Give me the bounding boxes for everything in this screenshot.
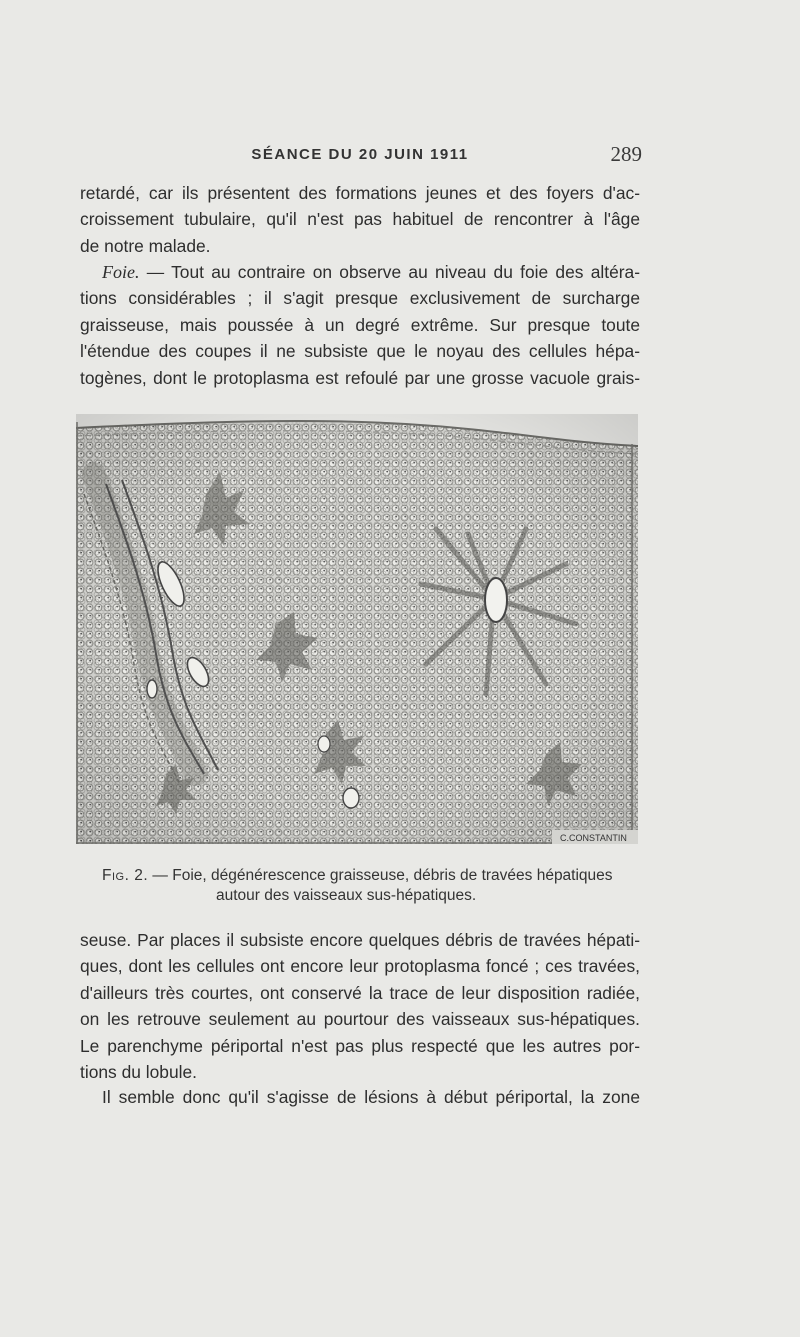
section-lead-foie: Foie.	[102, 262, 140, 282]
text-line	[80, 1084, 640, 1110]
liver-section-illustration	[76, 414, 638, 844]
caption-text: — Foie, dégénérescence graisseuse, débris de travées hépatiques	[148, 867, 613, 884]
text-line: graisseuse, mais poussée à un degré extrême. Sur presque toute	[80, 314, 640, 335]
figure-signature: C.CONSTANTIN	[560, 833, 627, 843]
text-fragment: — Tout au contraire on observe au niveau du foie des altéra-	[139, 262, 640, 282]
text-line: croissement tubulaire, qu'il n'est pas habituel de rencontrer à l'âge	[80, 209, 640, 230]
text-line	[80, 259, 640, 285]
paragraph-foie	[80, 259, 640, 391]
paragraph-conclusion	[80, 1084, 640, 1110]
page-number: 289	[610, 142, 642, 166]
text-line: de notre malade.	[80, 235, 211, 256]
text-line: retardé, car ils présentent des formations jeunes et des foyers d'ac-	[80, 183, 640, 203]
text-line: tions du lobule.	[80, 1062, 197, 1083]
paragraph-seuse	[80, 927, 640, 1085]
figure-caption	[80, 866, 640, 906]
text-line: togènes, dont le protoplasma est refoulé par une grosse vacuole grais-	[80, 367, 640, 388]
running-title: SÉANCE DU 20 JUIN 1911	[251, 146, 469, 163]
text-line: seuse. Par places il subsiste encore quelques débris de travées hépati-	[80, 930, 640, 950]
caption-line	[80, 866, 640, 886]
text-line: Le parenchyme périportal n'est pas plus respecté que les autres por-	[80, 1035, 640, 1056]
text-fragment: Il semble donc qu'il s'agisse de lésions à début périportal, la zone	[102, 1087, 640, 1107]
running-head	[80, 144, 640, 172]
caption-line: autour des vaisseaux sus-hépatiques.	[216, 887, 477, 904]
paragraph-continuation	[80, 180, 640, 259]
caption-label: Fig. 2.	[102, 867, 149, 884]
histology-figure	[76, 414, 638, 844]
text-line: l'étendue des coupes il ne subsiste que le noyau des cellules hépa-	[80, 341, 640, 362]
text-line: ques, dont les cellules ont encore leur protoplasma foncé ; ces travées,	[80, 956, 640, 977]
text-line: d'ailleurs très courtes, ont conservé la trace de leur disposition radiée,	[80, 982, 640, 1003]
text-line: tions considérables ; il s'agit presque exclusivement de surcharge	[80, 288, 640, 309]
text-line: on les retrouve seulement au pourtour des vaisseaux sus-hépatiques.	[80, 1009, 640, 1030]
